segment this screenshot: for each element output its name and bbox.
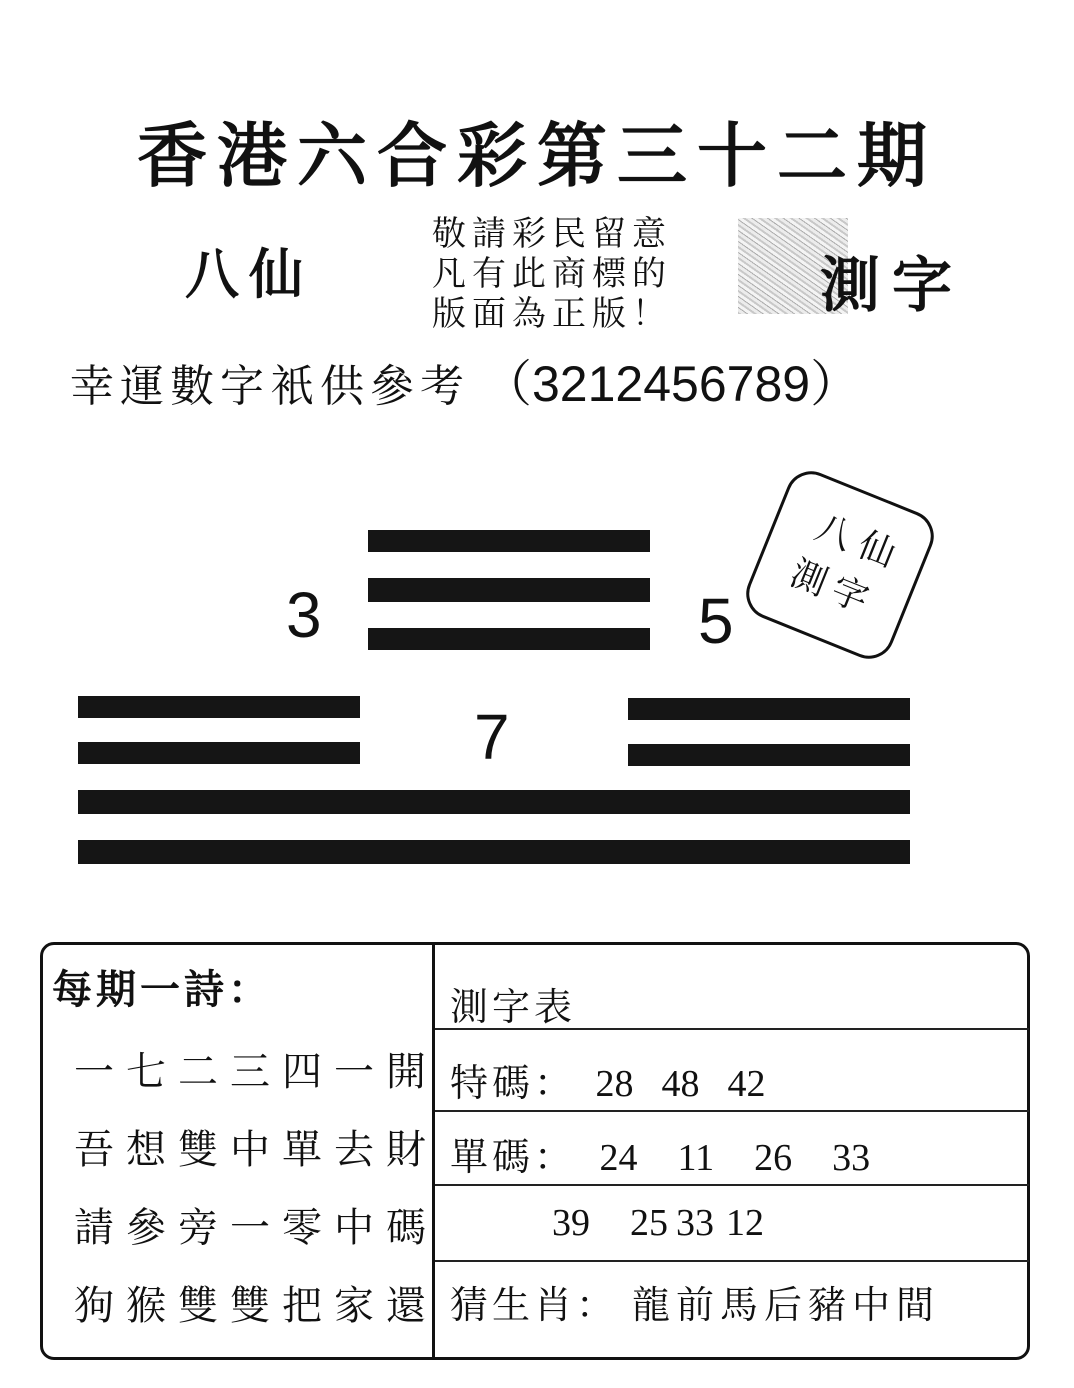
number: 42 (727, 1063, 766, 1105)
authenticity-notice (432, 214, 672, 334)
trigram-line-right (628, 744, 910, 766)
diagram-number-left: 3 (286, 579, 322, 651)
poem-title: 每期一詩： (52, 966, 272, 1013)
trigram-line (368, 628, 650, 650)
brand-right: 測字 (820, 251, 964, 321)
number: 24 (599, 1137, 638, 1179)
number: 11 (677, 1137, 715, 1179)
number: 28 (595, 1063, 634, 1105)
notice-line: 版面為正版！ (432, 294, 672, 334)
lucky-numbers-value: （3212456789） (482, 356, 861, 412)
row-divider (435, 1110, 1029, 1112)
trigram-line-right (628, 698, 910, 720)
special-numbers-label: 特碼： (450, 1061, 577, 1105)
notice-line: 凡有此商標的 (432, 254, 672, 294)
poem-line: 請參旁一零中碼 (74, 1205, 438, 1251)
number: 12 (726, 1202, 764, 1244)
special-numbers-row (450, 1052, 794, 1107)
number: 39 (552, 1202, 590, 1244)
poem-line: 吾想雙中單去財 (74, 1127, 438, 1173)
lucky-numbers-label: 幸運數字衹供參考 (70, 361, 470, 412)
row-divider (435, 1260, 1029, 1262)
poem-line: 一七二三四一開 (74, 1049, 438, 1095)
diagram-number-right: 5 (698, 585, 734, 657)
trigram-line-left (78, 742, 360, 764)
poem-line: 狗猴雙雙把家還 (74, 1283, 438, 1329)
page-title: 香港六合彩第三十二期 (137, 114, 937, 197)
zodiac-value: 龍前馬后豬中間 (632, 1283, 941, 1327)
single-numbers-label: 單碼： (450, 1135, 577, 1179)
notice-line: 敬請彩民留意 (432, 214, 672, 254)
trigram-line-full (78, 790, 910, 814)
trigram-line (368, 578, 650, 602)
seal-text: 八仙 (809, 507, 911, 580)
trigram-line (368, 530, 650, 552)
number: 26 (754, 1137, 793, 1179)
single-numbers-row-2 (552, 1200, 792, 1245)
seal-text: 測字 (784, 552, 882, 624)
trigram-line-left (78, 696, 360, 718)
zodiac-row (450, 1274, 940, 1329)
number: 48 (661, 1063, 700, 1105)
number: 33 (676, 1202, 714, 1244)
single-numbers-row (450, 1126, 898, 1181)
zodiac-label: 猜生肖： (450, 1283, 619, 1327)
trigram-line-full (78, 840, 910, 864)
brand-left: 八仙 (185, 242, 313, 306)
number: 33 (832, 1137, 871, 1179)
diagram-number-center: 7 (474, 701, 510, 773)
table-header: 測字表 (450, 985, 577, 1029)
row-divider (435, 1184, 1029, 1186)
number: 25 (630, 1202, 668, 1244)
